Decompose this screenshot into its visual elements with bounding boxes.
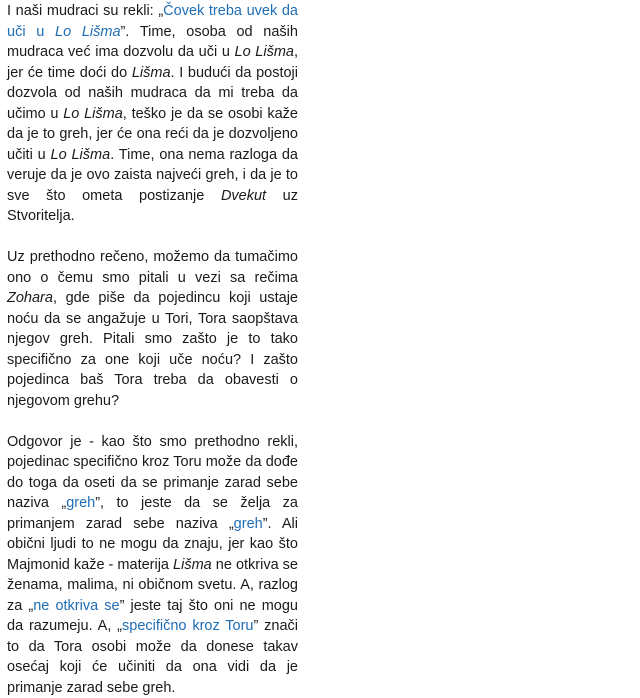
p1-seg-10: Lo Lišma <box>51 147 111 163</box>
p1-seg-2: Lo Lišma <box>55 24 121 40</box>
p1-seg-0: I naši mudraci su rekli: „ <box>7 3 163 19</box>
p1-seg-11: . Time, ona nema razloga da veruje da je ovo zaista najveći greh, i da je to sve što ometa postizanje <box>7 147 298 204</box>
p3-seg-6: ne otkriva se ženama, malima, ni običnom svetu. A, razlog za „ <box>7 557 298 614</box>
p3-seg-8: ” jeste taj što oni ne mogu da razumeju. A, „ <box>7 598 298 635</box>
p3-seg-0: Odgovor je - kao što smo prethodno rekli, pojedinac specifično kroz Toru može da dođe do toga da oseti da se primanje zarad sebe naziva „ <box>7 434 298 512</box>
p1-seg-4: Lo Lišma <box>235 44 294 60</box>
p3-seg-3: greh <box>234 516 263 532</box>
p1-seg-12: Dvekut <box>221 188 266 204</box>
p1-seg-7: . I budući da postoji dozvola od naših mudraca da mi treba da učimo u <box>7 65 298 122</box>
p3-seg-9: specifično kroz Toru <box>122 618 253 634</box>
paragraph-3 <box>7 432 298 698</box>
paragraph-2 <box>7 247 298 411</box>
p3-seg-10: ” znači to da Tora osobi može da donese takav osećaj koji će učiniti da ona vidi da je primanje zarad sebe greh. <box>7 618 298 696</box>
p3-seg-7: ne otkriva se <box>33 598 119 614</box>
paragraph-1 <box>7 0 298 227</box>
p3-seg-1: greh <box>66 495 95 511</box>
p3-seg-2: ”, to jeste da se želja za primanjem zarad sebe naziva „ <box>7 495 298 532</box>
p3-seg-5: Lišma <box>173 557 212 573</box>
p1-seg-3: ”. Time, osoba od naših mudraca već ima dozvolu da uči u <box>7 24 298 61</box>
p1-seg-9: , teško je da se osobi kaže da je to greh, jer će ona reći da je dozvoljeno učiti u <box>7 106 298 163</box>
p2-seg-0: Uz prethodno rečeno, možemo da tumačimo ono o čemu smo pitali u vezi sa rečima <box>7 249 298 286</box>
p2-seg-1: Zohara <box>7 290 53 306</box>
p1-seg-8: Lo Lišma <box>63 106 123 122</box>
p1-seg-6: Lišma <box>132 65 171 81</box>
p3-seg-4: ”. Ali obični ljudi to ne mogu da znaju, jer kao što Majmonid kaže - materija <box>7 516 298 573</box>
p1-seg-5: , jer će time doći do <box>7 44 298 81</box>
p1-seg-13: uz Stvoritelja. <box>7 188 298 225</box>
text-column <box>7 0 298 698</box>
p1-seg-1: Čovek treba uvek da uči u <box>7 3 298 40</box>
p2-seg-2: , gde piše da pojedincu koji ustaje noću da se angažuje u Tori, Tora saopštava njegov greh. Pitali smo zašto je to tako specifično za one koji uče noću? I zašto pojedinca baš Tora treba da obavesti o njegovom grehu? <box>7 290 298 409</box>
